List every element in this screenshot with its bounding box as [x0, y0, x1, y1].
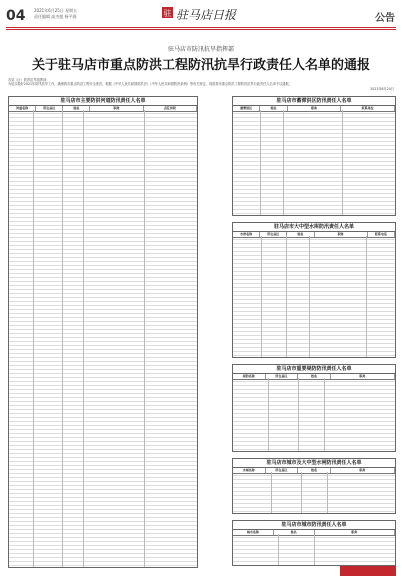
table-columns — [233, 236, 395, 357]
svg-text:驻: 驻 — [163, 9, 172, 18]
levee-table — [232, 364, 396, 452]
footer-watermark — [340, 566, 396, 576]
flood-storage-table — [232, 96, 396, 216]
table-header-row: 河道名称 所在县区 姓名 职务 责任河段 — [9, 106, 197, 112]
table-header-row: 水库名称 所在县区 姓名 职务 联系电话 — [233, 232, 395, 238]
sluice-table — [232, 458, 396, 514]
section-label: 公告 — [375, 13, 395, 24]
table-columns — [233, 534, 395, 565]
table-header-row: 水闸名称 所在县区 姓名 职务 — [233, 468, 395, 474]
intro-body: 为切实做好2021年防汛抗旱工作，确保我市重点防洪工程安全度汛，根据《中华人民共和国防洪法》《中华人民共和国防汛条例》等有关规定，现将我市重点防洪工程防汛抗旱行政责任人名单予以通报。 — [8, 82, 292, 87]
page-header — [0, 0, 402, 34]
svg-text:驻马店日报: 驻马店日报 — [175, 8, 237, 22]
table-columns — [233, 378, 395, 451]
table-title: 驻马店市重要堤防防汛责任人名单 — [233, 365, 395, 374]
issuer: 驻马店市防汛抗旱指挥部 — [167, 46, 234, 53]
notice-intro — [8, 78, 394, 91]
header-rule — [6, 27, 396, 28]
table-title: 驻马店市蓄滞洪区防汛责任人名单 — [233, 97, 395, 106]
notice-date: 2021年6月24日 — [370, 86, 394, 91]
date-line: 2021年6月25日 星期五 责任编辑 高杰超 杨平阁 — [34, 8, 78, 19]
table-title: 驻马店市城市及大中型水闸防汛责任人名单 — [233, 459, 395, 468]
reservoir-table — [232, 222, 396, 358]
page-number: 04 — [6, 8, 26, 24]
table-columns — [9, 110, 197, 567]
table-columns — [233, 472, 395, 513]
table-title: 驻马店市城市防汛责任人名单 — [233, 521, 395, 530]
intro-salutation: 各县（区）防汛抗旱指挥部： — [8, 78, 50, 82]
header-rule-thin — [6, 29, 396, 30]
table-header-row: 堤防名称 所在县区 姓名 职务 — [233, 374, 395, 380]
table-header-row: 城市名称 姓名 职务 — [233, 530, 395, 536]
notice-title: 关于驻马店市重点防洪工程防汛抗旱行政责任人名单的通报 — [31, 58, 370, 73]
newspaper-logo — [160, 4, 240, 26]
table-title: 驻马店市大中型水库防汛责任人名单 — [233, 223, 395, 232]
table-header-row: 蓄滞洪区 姓名 职务 联系单位 — [233, 106, 395, 112]
river-responsibility-table — [8, 96, 198, 568]
city-flood-table — [232, 520, 396, 566]
table-title: 驻马店市主要防洪河道防汛责任人名单 — [9, 97, 197, 106]
table-columns — [233, 110, 395, 215]
